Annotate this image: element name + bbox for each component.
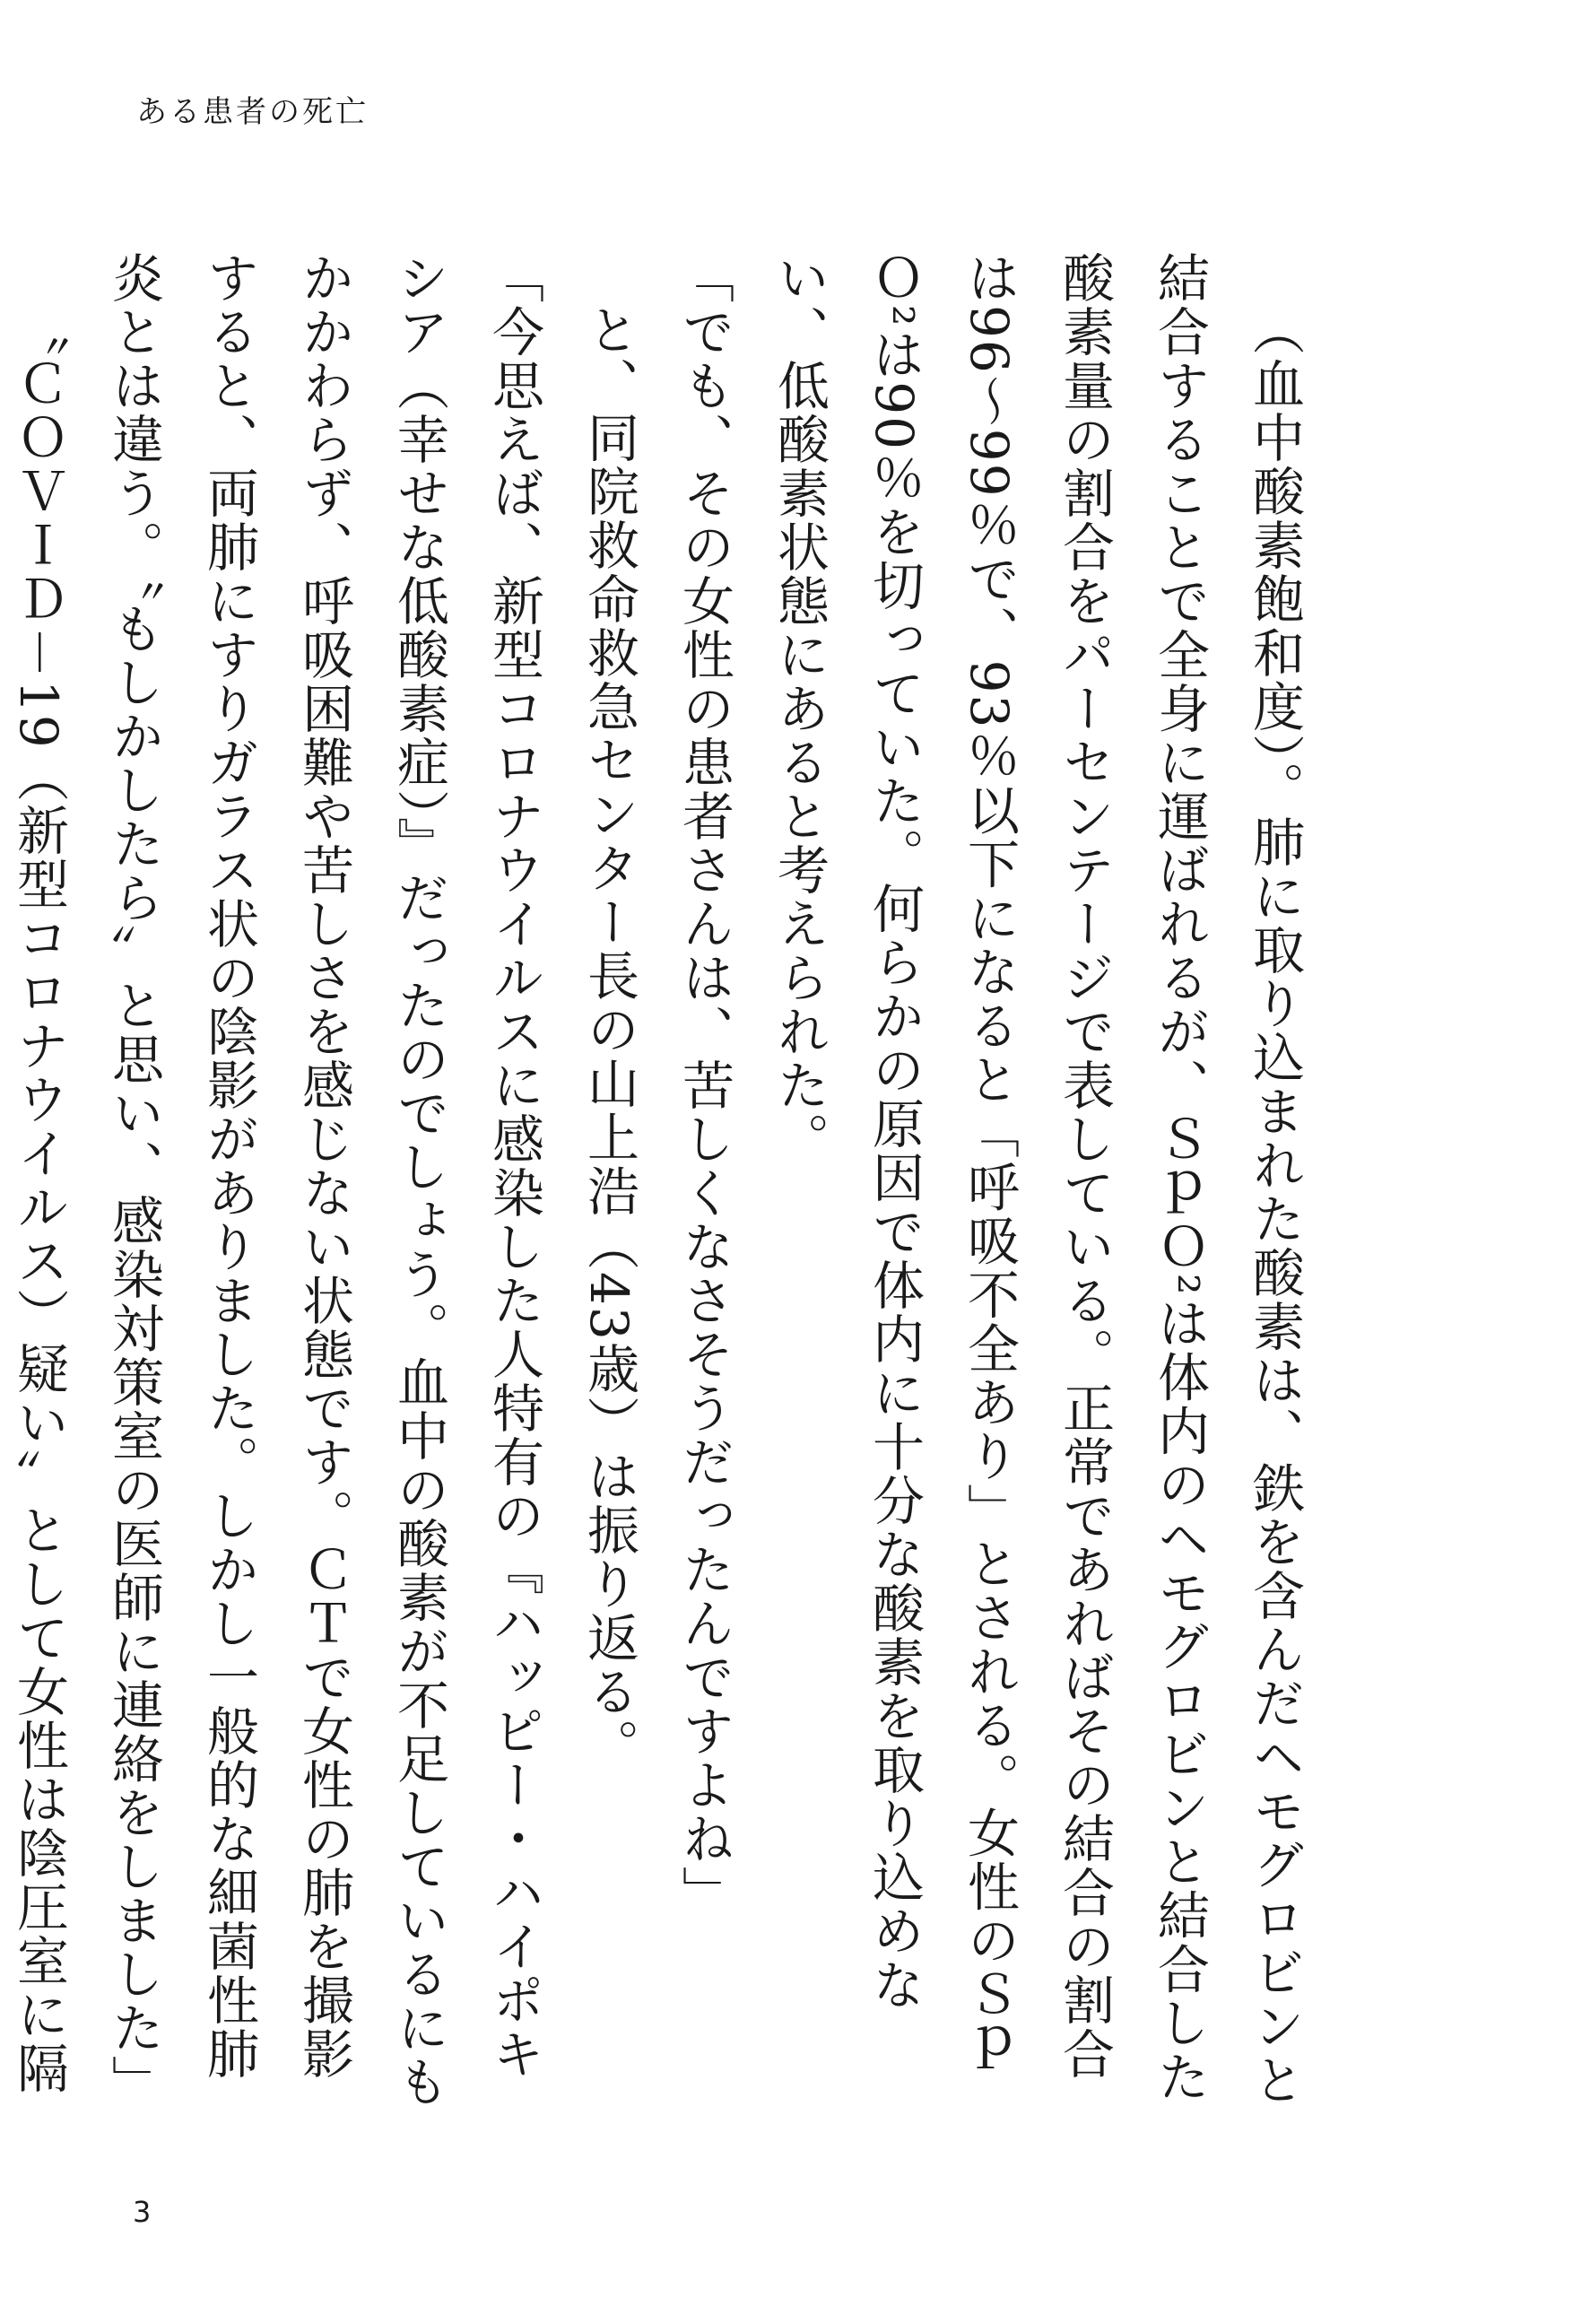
page-number: 3: [133, 2195, 152, 2229]
paragraph: 〝ＣＯＶＩＤ－19（新型コロナウイルス）疑い〟として女性は陰圧室に隔: [8, 303, 69, 2095]
running-title: ある患者の死亡: [136, 94, 369, 130]
paragraph: （血中酸素飽和度）。肺に取り込まれた酸素は、鉄を含んだヘモグロビンと結合することで全身に運ばれるが、ＳｐＯ²は体内のヘモグロビンと結合した酸素量の割合をパーセンテージで表している。正常であればその結合の割合は96〜99％で、93％以下になると「呼吸不全あり」とされる。女性のＳｐＯ²は90％を切っていた。何らかの原因で体内に十分な酸素を取り込めない、低酸素状態にあると考えられた。: [769, 251, 1305, 2107]
paragraph: と、同院救命救急センター長の山上浩（43歳）は振り返る。: [578, 303, 639, 1772]
paragraph: 「今思えば、新型コロナウイルスに感染した人特有の『ハッピー・ハイポキシア（幸せな低酸素症）』だったのでしょう。血中の酸素が不足しているにもかかわらず、呼吸困難や苦しさを感じない状態です。ＣＴで女性の肺を撮影すると、両肺にすりガラス状の陰影がありました。しかし一般的な細菌性肺炎とは違う。〝もしかしたら〟と思い、感染対策室の医師に連絡をしました」: [103, 251, 544, 2109]
body-text: [8, 251, 1322, 2117]
paragraph: 「でも、その女性の患者さんは、苦しくなさそうだったんですよね」: [674, 251, 734, 1919]
